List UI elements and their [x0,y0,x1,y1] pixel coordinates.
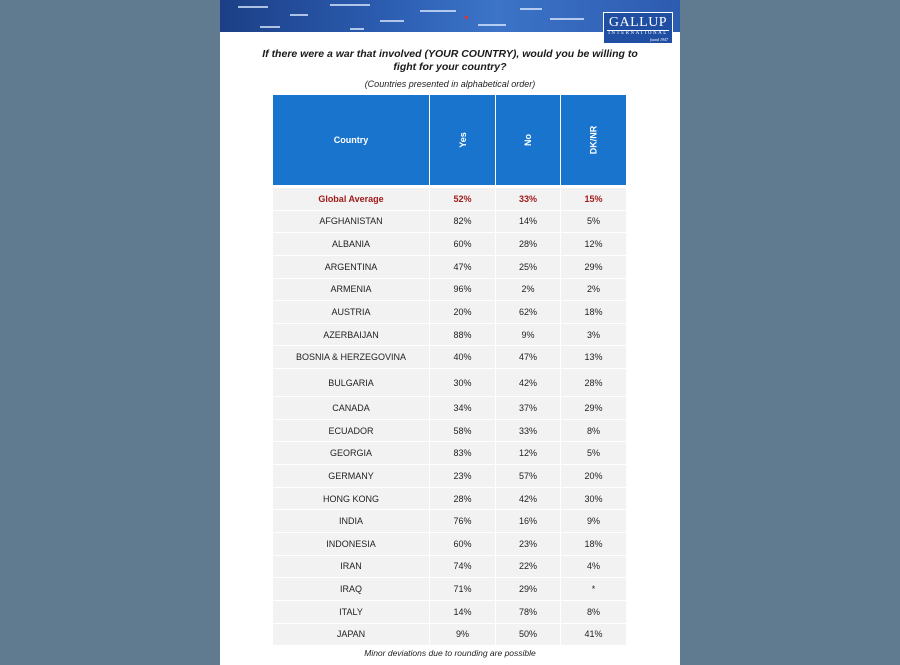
cell-no: 47% [495,346,560,368]
cell-no: 37% [495,397,560,419]
gallup-logo [603,12,673,44]
cell-dknr: 15% [560,188,626,210]
cell-yes: 60% [429,233,495,255]
cell-yes: 14% [429,601,495,623]
cell-dknr: 18% [560,301,626,323]
cell-dknr: 5% [560,442,626,464]
cell-dknr: 2% [560,279,626,301]
table-row [273,420,626,443]
cell-dknr: 8% [560,420,626,442]
cell-yes: 71% [429,578,495,600]
table-row [273,346,626,369]
cell-country: GERMANY [328,470,374,481]
table-row [273,369,626,397]
cell-dknr: 8% [560,601,626,623]
cell-country: AFGHANISTAN [319,216,383,227]
cell-dknr: 28% [560,369,626,396]
cell-country: IRAQ [339,584,362,595]
cell-dknr: 12% [560,233,626,255]
cell-no: 12% [495,442,560,464]
cell-country: AUSTRIA [331,307,371,318]
cell-dknr: 13% [560,346,626,368]
cell-country: INDONESIA [326,538,376,549]
report-page [220,0,680,665]
cell-no: 62% [495,301,560,323]
cell-yes: 40% [429,346,495,368]
cell-yes: 60% [429,533,495,555]
cell-no: 25% [495,256,560,278]
table-body [273,211,626,647]
cell-yes: 30% [429,369,495,396]
table-row [273,233,626,256]
cell-country: BOSNIA & HERZEGOVINA [295,352,407,363]
cell-no: 2% [495,279,560,301]
cell-no: 33% [495,188,560,210]
cell-country: ARMENIA [330,284,372,295]
cell-dknr: * [560,578,626,600]
cell-country: GEORGIA [329,448,372,459]
cell-yes: 96% [429,279,495,301]
cell-country: ECUADOR [328,425,374,436]
cell-dknr: 29% [560,397,626,419]
cell-yes: 74% [429,556,495,578]
cell-dknr: 29% [560,256,626,278]
cell-dknr: 18% [560,533,626,555]
cell-dknr: 30% [560,488,626,510]
cell-no: 9% [495,324,560,346]
order-note: (Countries presented in alphabetical order) [364,79,536,89]
table-row [273,256,626,279]
cell-yes: 47% [429,256,495,278]
cell-no: 78% [495,601,560,623]
cell-no: 22% [495,556,560,578]
table-row [273,211,626,234]
table-header [273,95,626,185]
cell-no: 50% [495,624,560,646]
header-dknr: DK/NR [560,95,626,185]
header-yes: Yes [429,95,495,185]
cell-yes: 20% [429,301,495,323]
cell-country: HONG KONG [322,493,379,504]
table-row [273,279,626,302]
cell-dknr: 5% [560,211,626,233]
cell-country: Global Average [318,193,384,204]
table-row [273,488,626,511]
table-row [273,556,626,579]
rounding-footnote: Minor deviations due to rounding are possible [364,648,536,658]
table-row [273,510,626,533]
cell-yes: 88% [429,324,495,346]
table-row [273,533,626,556]
table-row [273,465,626,488]
cell-no: 29% [495,578,560,600]
cell-no: 28% [495,233,560,255]
cell-dknr: 41% [560,624,626,646]
cell-country: AZERBAIJAN [323,329,379,340]
header-no: No [495,95,560,185]
table-row [273,601,626,624]
cell-no: 42% [495,369,560,396]
cell-yes: 9% [429,624,495,646]
cell-yes: 34% [429,397,495,419]
logo-sub: INTERNATIONAL [608,31,668,36]
cell-yes: 83% [429,442,495,464]
cell-country: INDIA [338,516,363,527]
table-row [273,397,626,420]
cell-no: 14% [495,211,560,233]
table-row [273,624,626,647]
table-row-global-average [273,188,626,211]
table-row [273,324,626,347]
logo-name: GALLUP [608,15,668,30]
logo-founded: found 1947 [649,37,668,42]
table-row [273,301,626,324]
results-table [273,95,626,646]
cell-yes: 82% [429,211,495,233]
cell-country: ARGENTINA [324,261,378,272]
cell-yes: 58% [429,420,495,442]
cell-country: CANADA [332,402,370,413]
cell-country: ALBANIA [331,239,371,250]
cell-no: 57% [495,465,560,487]
cell-country: BULGARIA [328,377,374,388]
cell-yes: 23% [429,465,495,487]
table-row [273,442,626,465]
cell-country: IRAN [340,561,362,572]
cell-yes: 28% [429,488,495,510]
cell-yes: 52% [429,188,495,210]
cell-country: ITALY [339,606,363,617]
cell-no: 33% [495,420,560,442]
survey-question: If there were a war that involved (YOUR COUNTRY), would you be willing to fight for your country? [262,48,638,73]
cell-dknr: 3% [560,324,626,346]
cell-dknr: 4% [560,556,626,578]
cell-no: 42% [495,488,560,510]
cell-no: 16% [495,510,560,532]
cell-yes: 76% [429,510,495,532]
table-row [273,578,626,601]
header-country: Country [273,95,429,185]
cell-dknr: 20% [560,465,626,487]
cell-dknr: 9% [560,510,626,532]
cell-country: JAPAN [336,629,366,640]
cell-no: 23% [495,533,560,555]
